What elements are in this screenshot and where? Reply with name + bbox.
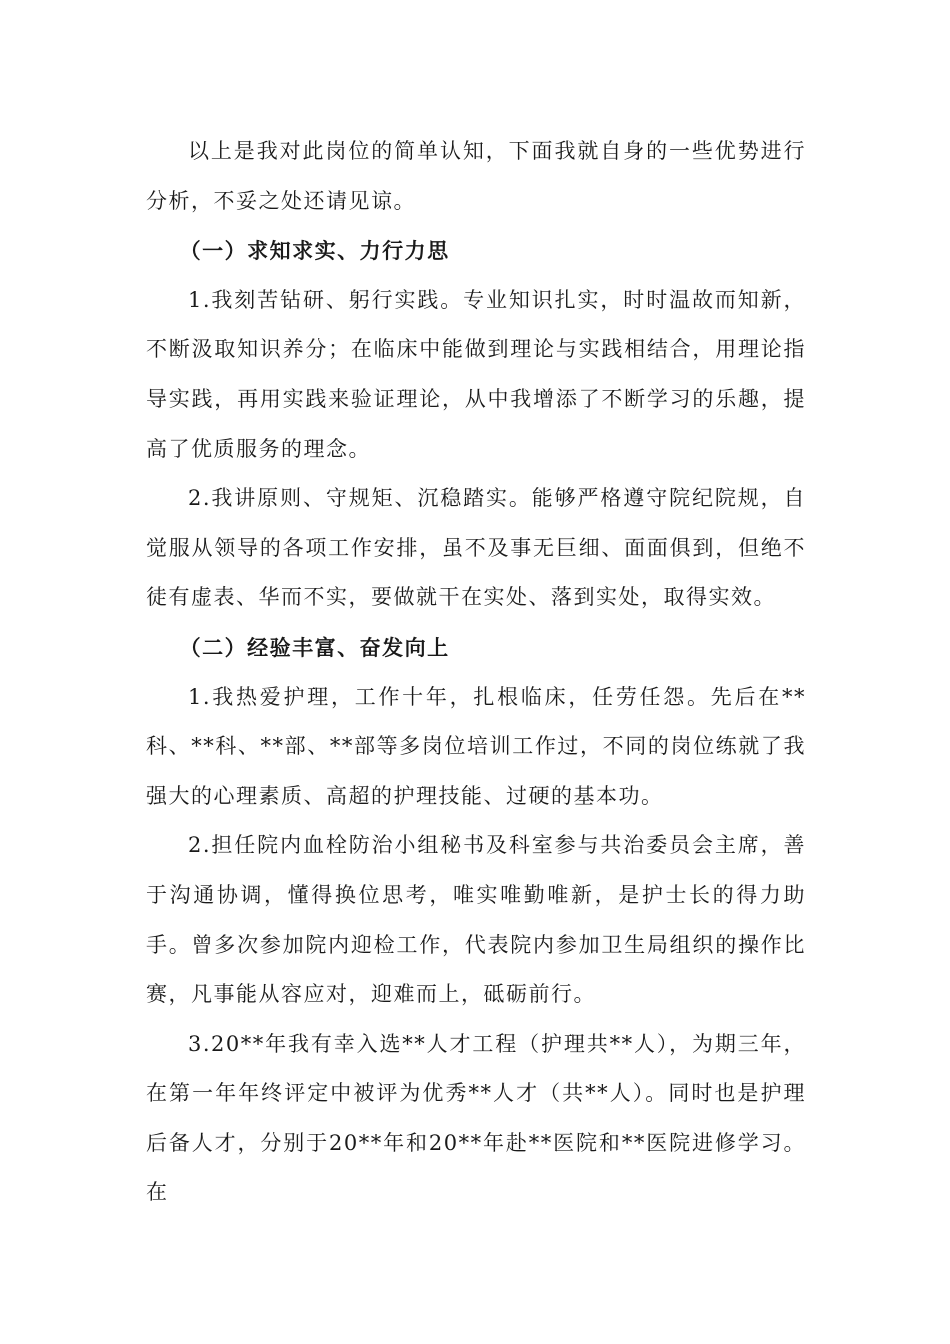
document-body <box>146 127 806 1218</box>
section2-paragraph-3: 3.20**年我有幸入选**人才工程（护理共**人），为期三年，在第一年年终评定中被评为优秀**人才（共**人）。同时也是护理后备人才，分别于20**年和20**年赴**医院和**医院进修学习。在 <box>146 1031 806 1205</box>
intro-paragraph: 以上是我对此岗位的简单认知，下面我就自身的一些优势进行分析，不妥之处还请见谅。 <box>146 139 806 213</box>
section-heading-1: （一）求知求实、力行力思 <box>179 238 450 264</box>
section2-paragraph-2: 2.担任院内血栓防治小组秘书及科室参与共治委员会主席，善于沟通协调，懂得换位思考，唯实唯勤唯新，是护士长的得力助手。曾多次参加院内迎检工作，代表院内参加卫生局组织的操作比赛，凡事能从容应对，迎难而上，砥砺前行。 <box>146 833 806 1007</box>
section1-paragraph-1: 1.我刻苦钻研、躬行实践。专业知识扎实，时时温故而知新，不断汲取知识养分；在临床中能做到理论与实践相结合，用理论指导实践，再用实践来验证理论，从中我增添了不断学习的乐趣，提高了优质服务的理念。 <box>146 287 806 461</box>
section-heading-2: （二）经验丰富、奋发向上 <box>179 634 450 660</box>
section1-paragraph-2: 2.我讲原则、守规矩、沉稳踏实。能够严格遵守院纪院规，自觉服从领导的各项工作安排，虽不及事无巨细、面面俱到，但绝不徒有虚表、华而不实，要做就干在实处、落到实处，取得实效。 <box>146 486 806 610</box>
section2-paragraph-1: 1.我热爱护理，工作十年，扎根临床，任劳任怨。先后在**科、**科、**部、**部等多岗位培训工作过，不同的岗位练就了我强大的心理素质、高超的护理技能、过硬的基本功。 <box>146 684 806 808</box>
